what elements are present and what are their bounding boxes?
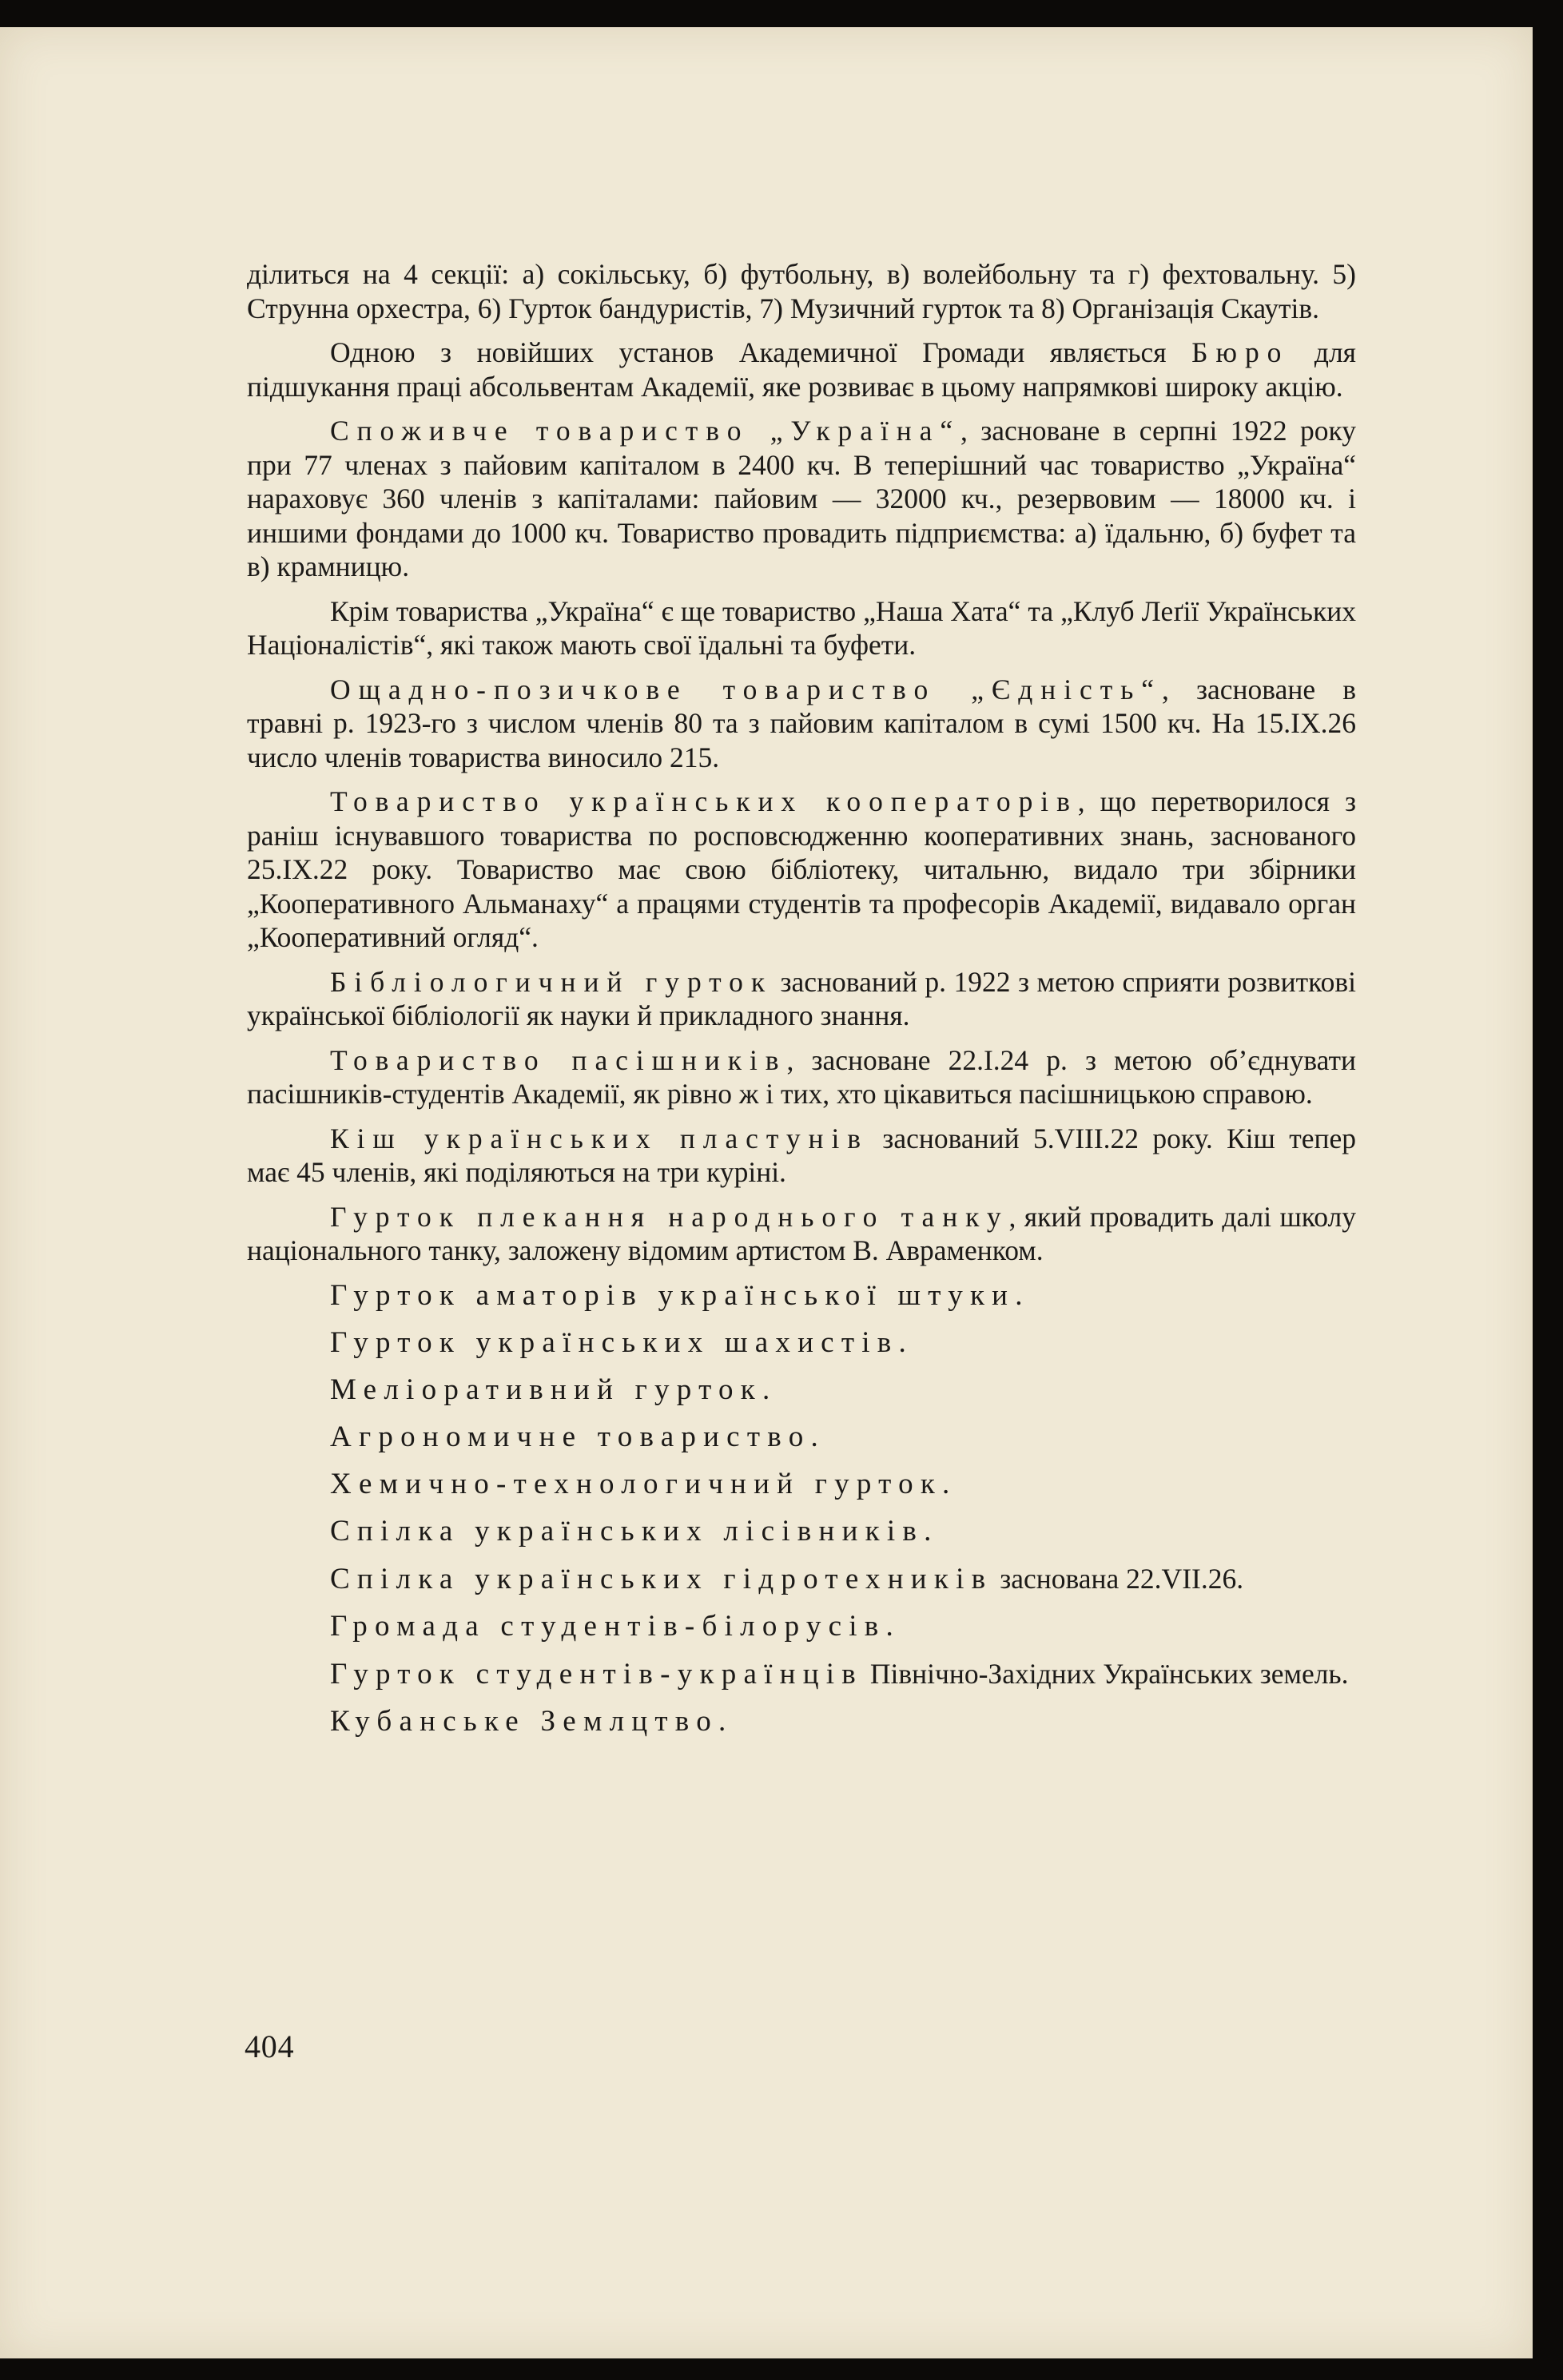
cooperators-society-text: , що перетворилося з раніш існувавшого товариства по росповсюдженню кооперативних знань, заснованого 25.IX.22 року. Товариство має свою бібліотеку, читальню, видало три збірники „Кооперативного Альманаху“ а працями студентів та професорів Академії, видавало орган „Кооперативний огляд“. xyxy=(247,785,1356,953)
paragraph-other-societies: Крім товариства „Україна“ є ще товариство „Наша Хата“ та „Клуб Леґії Українських Націоналістів“, які також мають свої їдальні та буфети. xyxy=(247,594,1356,661)
hydrotechnicians-text: заснована 22.VII.26. xyxy=(992,1562,1244,1595)
list-item-northwest-students xyxy=(247,1656,1356,1692)
cooperators-society-name: Товариство українських кооператорів xyxy=(330,785,1078,817)
employment-bureau-name: Бюро xyxy=(1191,336,1290,368)
hydrotechnicians-name: Спілка українських гідротехників xyxy=(330,1562,993,1595)
bibliology-circle-text: заснований р. 1922 з метою сприяти розвиткові української бібліології як науки й прикладного знання. xyxy=(247,965,1356,1031)
plast-scouts-name: Кіш українських пластунів xyxy=(330,1122,869,1154)
document-body xyxy=(247,257,1356,1751)
consumer-society-name: Споживче товариство „Україна“ xyxy=(330,415,961,447)
paragraph-bibliology-circle xyxy=(247,965,1356,1033)
list-item: Агрономичне товариство. xyxy=(330,1420,825,1453)
organizations-list xyxy=(247,1278,1356,1739)
paragraph-sports-sections: ділиться на 4 секції: а) сокільську, б) футбольну, в) волейбольну та г) фехтовальну. 5) Струнна орхестра, 6) Гурток бандуристів, 7) Музичний гурток та 8) Організація Скаутів. xyxy=(247,258,1356,324)
savings-society-name: Ощадно-позичкове товариство „Єдність“ xyxy=(330,673,1162,705)
list-item: Гурток аматорів української штуки. xyxy=(330,1278,1030,1312)
employment-bureau-text: для підшукання праці абсольвентам Академії, яке розвиває в цьому напрямкові широку акцію. xyxy=(247,336,1356,403)
employment-bureau-lead: Одною з новійших установ Академичної Громади являється xyxy=(330,336,1192,368)
northwest-students-name: Гурток студентів-українців xyxy=(330,1657,863,1691)
page-number: 404 xyxy=(245,2028,295,2064)
page-edge-shadow xyxy=(1545,0,1563,2380)
beekeepers-society-name: Товариство пасішників xyxy=(330,1043,787,1076)
list-item: Хемично-технологичний гурток. xyxy=(330,1467,957,1500)
bibliology-circle-name: Бібліологичний гурток xyxy=(330,965,774,998)
list-item-hydrotechnicians xyxy=(247,1561,1356,1597)
northwest-students-text: Північно-Західних Українських земель. xyxy=(863,1657,1349,1690)
paragraph-cooperators-society xyxy=(247,785,1356,955)
list-item: Гурток українських шахистів. xyxy=(330,1325,914,1359)
beekeepers-society-text: , засноване 22.I.24 р. з метою об’єднувати пасішників-студентів Академії, як рівно ж і тих, хто цікавиться пасішницькою справою. xyxy=(247,1043,1356,1110)
list-item: Кубанське Землцтво. xyxy=(330,1704,734,1738)
paragraph-consumer-society xyxy=(247,414,1356,584)
paragraph-savings-society xyxy=(247,673,1356,775)
folk-dance-circle-name: Гурток плекання народнього танку xyxy=(330,1200,1009,1233)
paragraph-beekeepers-society xyxy=(247,1043,1356,1111)
plast-scouts-text: заснований 5.VIII.22 року. Кіш тепер має 45 членів, які поділяються на три куріні. xyxy=(247,1122,1356,1188)
paragraph-employment-bureau xyxy=(247,336,1356,403)
list-item: Спілка українських лісівників. xyxy=(330,1514,939,1548)
list-item: Меліоративний гурток. xyxy=(330,1373,778,1406)
folk-dance-circle-text: , який провадить далі школу національного танку, заложену відомим артистом В. Авраменком. xyxy=(247,1200,1356,1266)
paragraph-folk-dance-circle xyxy=(247,1200,1356,1268)
paragraph-plast-scouts xyxy=(247,1122,1356,1190)
consumer-society-text: , засноване в серпні 1922 року при 77 членах з пайовим капіталом в 2400 кч. В теперішний час товариство „Україна“ нараховує 360 членів з капіталами: пайовим — 32000 кч., резервовим — 18000 кч. і иншими фондами до 1000 кч. Товариство провадить підприємства: а) їдальню, б) буфет та в) крамницю. xyxy=(247,415,1356,582)
savings-society-text: , засноване в травні р. 1923-го з числом членів 80 та з пайовим капіталом в сумі 1500 кч. На 15.IX.26 число членів товариства виносило 215. xyxy=(247,673,1356,773)
list-item: Громада студентів-білорусів. xyxy=(330,1609,901,1643)
